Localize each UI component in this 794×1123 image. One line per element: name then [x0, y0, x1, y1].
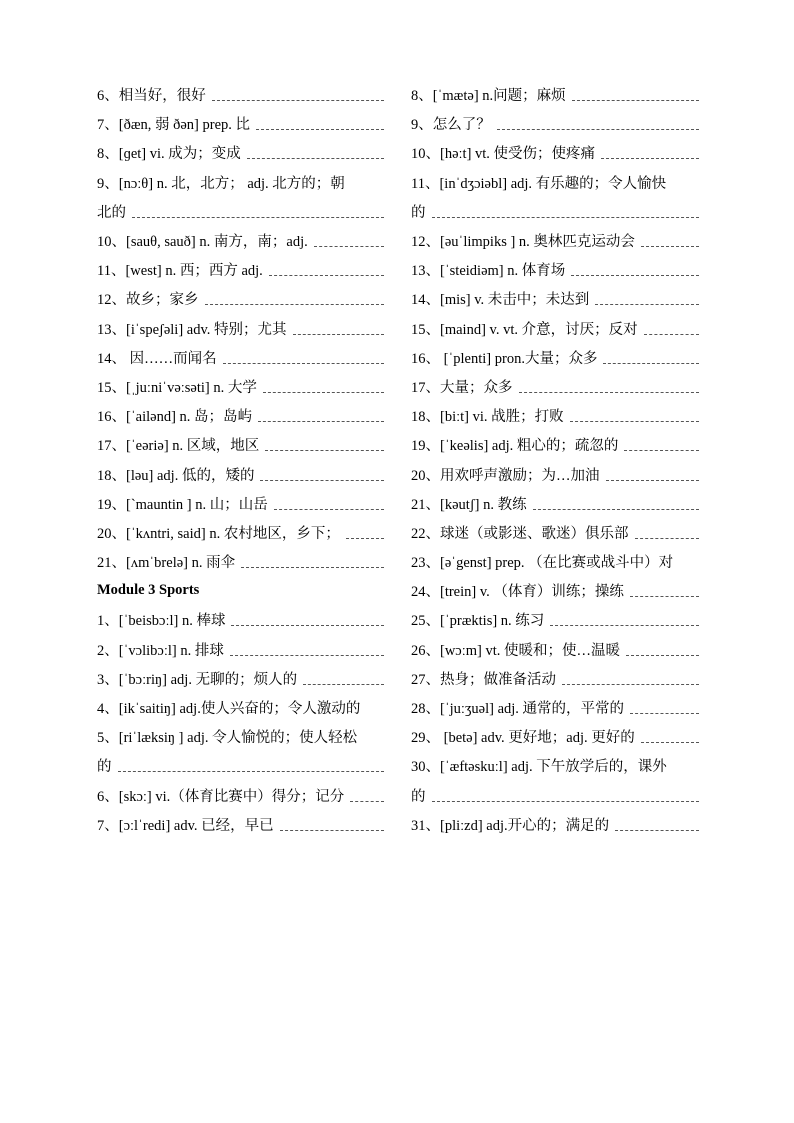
answer-blank[interactable]	[595, 304, 699, 305]
vocab-entry	[97, 138, 384, 167]
entry-text: 14、[mis] v. 未击中；未达到	[411, 292, 590, 309]
vocab-entry	[97, 489, 384, 518]
vocab-entry	[411, 80, 699, 109]
vocab-entry	[97, 226, 384, 255]
vocab-entry	[411, 664, 699, 693]
vocab-entry	[411, 518, 699, 547]
entry-text: 9、怎么了？	[411, 117, 491, 134]
vocab-entry	[411, 781, 699, 810]
answer-blank[interactable]	[606, 480, 700, 481]
answer-blank[interactable]	[274, 509, 384, 510]
entry-text: 6、[skɔː] vi.（体育比赛中）得分；记分	[97, 788, 345, 805]
entry-text: 18、[ləu] adj. 低的，矮的	[97, 467, 255, 484]
entry-text: 8、[ˈmætə] n.问题；麻烦	[411, 88, 566, 105]
vocab-entry	[97, 255, 384, 284]
vocab-entry	[97, 401, 384, 430]
answer-blank[interactable]	[601, 158, 699, 159]
answer-blank[interactable]	[241, 567, 384, 568]
answer-blank[interactable]	[263, 392, 384, 393]
answer-blank[interactable]	[432, 801, 700, 802]
vocab-entry	[97, 693, 384, 722]
vocab-entry	[411, 168, 699, 197]
vocab-entry	[97, 459, 384, 488]
vocab-entry	[411, 109, 699, 138]
answer-blank[interactable]	[314, 246, 384, 247]
entry-text: 的	[411, 204, 426, 221]
entry-text: 8、[ɡet] vi. 成为；变成	[97, 146, 241, 163]
entry-text: 24、[trein] v. （体育）训练；操练	[411, 584, 624, 601]
vocab-entry	[97, 109, 384, 138]
vocab-entry	[411, 226, 699, 255]
entry-text: 17、大量；众多	[411, 379, 513, 396]
vocab-entry	[97, 810, 384, 839]
answer-blank[interactable]	[626, 655, 699, 656]
vocab-entry	[97, 605, 384, 634]
left-column	[97, 80, 384, 839]
vocab-entry	[97, 781, 384, 810]
entry-text: 7、[ɔːlˈredi] adv. 已经，早已	[97, 817, 274, 834]
vocab-entry	[97, 751, 384, 780]
vocab-entry	[97, 372, 384, 401]
answer-blank[interactable]	[519, 392, 700, 393]
entry-text: 16、[ˈailənd] n. 岛；岛屿	[97, 409, 253, 426]
answer-blank[interactable]	[260, 480, 384, 481]
answer-blank[interactable]	[350, 801, 384, 802]
entry-text: 3、[ˈbɔːriŋ] adj. 无聊的；烦人的	[97, 671, 298, 688]
entry-text: 29、 [betə] adv. 更好地；adj. 更好的	[411, 730, 635, 747]
answer-blank[interactable]	[533, 509, 699, 510]
entry-text: 5、[riˈlæksiŋ ] adj. 令人愉悦的；使人轻松	[97, 730, 358, 747]
answer-blank[interactable]	[571, 275, 699, 276]
entry-text: 10、[sauθ, sauð] n. 南方，南；adj.	[97, 234, 308, 251]
entry-text: 23、[əˈgenst] prep. （在比赛或战斗中）对	[411, 555, 674, 572]
answer-blank[interactable]	[641, 742, 699, 743]
vocab-entry	[411, 489, 699, 518]
entry-text: 21、[ʌmˈbrelə] n. 雨伞	[97, 555, 236, 572]
vocab-entry	[97, 284, 384, 313]
answer-blank[interactable]	[231, 625, 384, 626]
vocab-entry	[97, 343, 384, 372]
answer-blank[interactable]	[256, 129, 384, 130]
vocab-entry	[411, 751, 699, 780]
entry-text: 7、[ðæn, 弱 ðən] prep. 比	[97, 117, 251, 134]
entry-text: 19、[ˈkeəlis] adj. 粗心的；疏忽的	[411, 438, 619, 455]
answer-blank[interactable]	[265, 450, 384, 451]
vocab-entry	[411, 138, 699, 167]
answer-blank[interactable]	[603, 363, 699, 364]
answer-blank[interactable]	[550, 625, 699, 626]
entry-text: 12、[əuˈlimpiks ] n. 奥林匹克运动会	[411, 234, 635, 251]
answer-blank[interactable]	[293, 334, 384, 335]
answer-blank[interactable]	[630, 713, 699, 714]
entry-text: 13、[iˈspeʃəli] adv. 特别；尤其	[97, 321, 287, 338]
entry-text: 30、[ˈæftəskuːl] adj. 下午放学后的，课外	[411, 759, 667, 776]
answer-blank[interactable]	[258, 421, 384, 422]
entry-text: 19、[ˋmauntin ] n. 山；山岳	[97, 496, 268, 513]
answer-blank[interactable]	[118, 771, 385, 772]
answer-blank[interactable]	[615, 830, 699, 831]
entry-text: 28、[ˈjuːʒuəl] adj. 通常的，平常的	[411, 701, 625, 718]
vocab-entry	[97, 547, 384, 576]
vocab-entry	[411, 284, 699, 313]
entry-text: 10、[həːt] vt. 使受伤；使疼痛	[411, 146, 596, 163]
right-column	[411, 80, 699, 839]
entry-text: 21、[kəutʃ] n. 教练	[411, 496, 527, 513]
answer-blank[interactable]	[570, 421, 699, 422]
entry-text: 25、[ˈpræktis] n. 练习	[411, 613, 545, 630]
answer-blank[interactable]	[132, 217, 384, 218]
entry-text: 31、[pliːzd] adj.开心的；满足的	[411, 817, 610, 834]
vocab-entry	[411, 197, 699, 226]
vocab-entry	[411, 343, 699, 372]
answer-blank[interactable]	[624, 450, 699, 451]
entry-text: 15、[ˌjuːniˈvəːsəti] n. 大学	[97, 379, 257, 396]
entry-text: 2、[ˈvɔlibɔːl] n. 排球	[97, 642, 224, 659]
vocab-entry	[411, 576, 699, 605]
answer-blank[interactable]	[212, 100, 384, 101]
entry-text: 17、[ˈeəriə] n. 区域，地区	[97, 438, 260, 455]
vocab-entry	[411, 314, 699, 343]
vocab-entry	[411, 722, 699, 751]
answer-blank[interactable]	[247, 158, 384, 159]
entry-text: 9、[nɔːθ] n. 北，北方； adj. 北方的；朝	[97, 175, 345, 192]
vocab-entry	[411, 372, 699, 401]
vocab-entry	[411, 810, 699, 839]
answer-blank[interactable]	[432, 217, 700, 218]
vocab-entry	[411, 605, 699, 634]
answer-blank[interactable]	[223, 363, 384, 364]
entry-text: 北的	[97, 204, 126, 221]
entry-text: 14、 因……而闻名	[97, 350, 217, 367]
entry-text: 15、[maind] v. vt. 介意，讨厌；反对	[411, 321, 638, 338]
vocab-entry	[411, 547, 699, 576]
answer-blank[interactable]	[280, 830, 384, 831]
vocab-entry	[97, 168, 384, 197]
vocab-entry	[97, 430, 384, 459]
vocab-entry	[97, 197, 384, 226]
answer-blank[interactable]	[630, 596, 699, 597]
answer-blank[interactable]	[562, 684, 699, 685]
entry-text: 6、相当好，很好	[97, 88, 206, 105]
entry-text: 11、[inˈdʒɔiəbl] adj. 有乐趣的；令人愉快	[411, 175, 667, 192]
vocab-entry	[97, 722, 384, 751]
vocab-entry	[411, 635, 699, 664]
entry-text: 20、[ˈkʌntri, said] n. 农村地区，乡下；	[97, 525, 340, 542]
entry-text: 18、[biːt] vi. 战胜；打败	[411, 409, 564, 426]
entry-text: 1、[ˈbeisbɔːl] n. 棒球	[97, 613, 226, 630]
entry-text: Module 3 Sports	[97, 582, 200, 599]
answer-blank[interactable]	[303, 684, 384, 685]
answer-blank[interactable]	[230, 655, 384, 656]
vocab-entry	[411, 430, 699, 459]
vocab-entry	[411, 459, 699, 488]
vocab-entry	[97, 314, 384, 343]
vocab-entry	[97, 664, 384, 693]
answer-blank[interactable]	[205, 304, 385, 305]
section-heading	[97, 576, 384, 605]
vocab-entry	[97, 635, 384, 664]
vocab-entry	[97, 80, 384, 109]
vocab-entry	[411, 693, 699, 722]
answer-blank[interactable]	[497, 129, 699, 130]
entry-text: 20、用欢呼声激励；为…加油	[411, 467, 600, 484]
answer-blank[interactable]	[346, 538, 384, 539]
answer-blank[interactable]	[635, 538, 700, 539]
answer-blank[interactable]	[644, 334, 699, 335]
entry-text: 26、[wɔːm] vt. 使暖和；使…温暖	[411, 642, 621, 659]
entry-text: 22、球迷（或影迷、歌迷）俱乐部	[411, 525, 629, 542]
entry-text: 16、 [ˈplenti] pron.大量；众多	[411, 350, 598, 367]
answer-blank[interactable]	[572, 100, 699, 101]
vocab-entry	[97, 518, 384, 547]
vocab-entry	[411, 401, 699, 430]
entry-text: 12、故乡；家乡	[97, 292, 199, 309]
entry-text: 11、[west] n. 西；西方 adj.	[97, 263, 263, 280]
entry-text: 的	[97, 759, 112, 776]
entry-text: 4、[ikˈsaitiŋ] adj.使人兴奋的；令人激动的	[97, 701, 361, 718]
answer-blank[interactable]	[641, 246, 699, 247]
answer-blank[interactable]	[269, 275, 384, 276]
entry-text: 13、[ˈsteidiəm] n. 体育场	[411, 263, 566, 280]
entry-text: 27、热身；做准备活动	[411, 671, 556, 688]
vocab-entry	[411, 255, 699, 284]
entry-text: 的	[411, 788, 426, 805]
